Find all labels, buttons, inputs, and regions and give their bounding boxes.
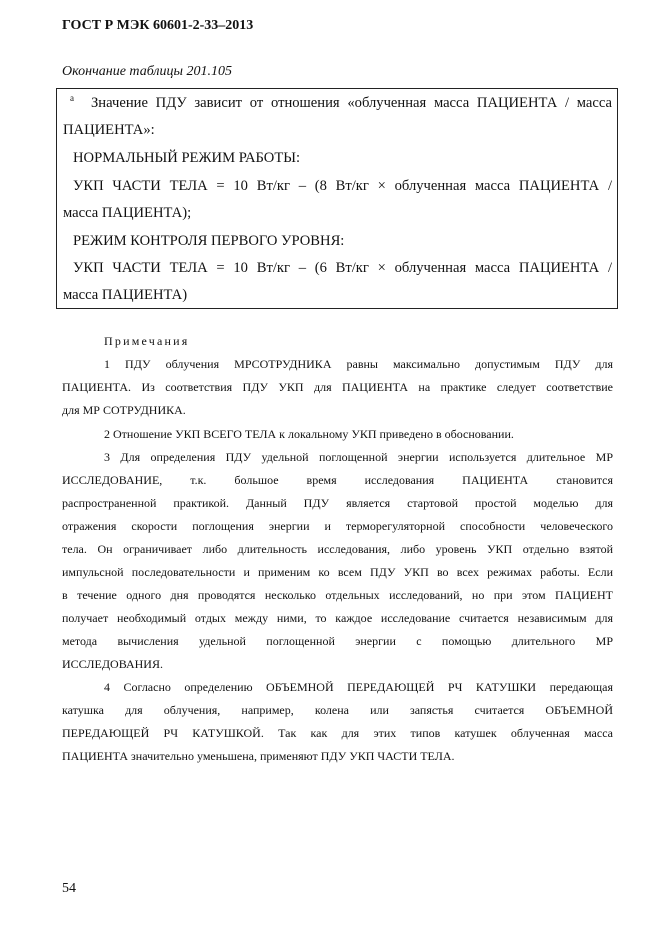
note-line: 4 Согласно определению ОБЪЕМНОЙ ПЕРЕДАЮЩЕЙ РЧ КАТУШКИ передающая [104,680,613,694]
table-line: УКП ЧАСТИ ТЕЛА = 10 Вт/кг – (8 Вт/кг × облученная масса ПАЦИЕНТА / [73,178,612,194]
note-line: для МР СОТРУДНИКА. [62,403,186,417]
page-number: 54 [62,881,76,896]
table-line: РЕЖИМ КОНТРОЛЯ ПЕРВОГО УРОВНЯ: [73,233,345,249]
note-line: отражения скорости поглощения энергии и терморегуляторной способности человеческого [62,519,613,533]
table-line: УКП ЧАСТИ ТЕЛА = 10 Вт/кг – (6 Вт/кг × облученная масса ПАЦИЕНТА / [73,260,612,276]
note-line: импульсной последовательности и применим ко всем ПДУ УКП во всех режимах работы. Если [62,565,613,579]
note-line: 1 ПДУ облучения МРСОТРУДНИКА равны максимально допустимым ПДУ для [104,357,613,371]
note-line: 3 Для определения ПДУ удельной поглощенной энергии используется длительное МР [104,450,613,464]
table-line: масса ПАЦИЕНТА); [63,205,192,221]
note-line: получает необходимый отдых между ними, то каждое исследование считается независимым для [62,611,613,625]
footnote-marker: a [70,93,74,103]
table-line: ПАЦИЕНТА»: [63,122,155,138]
table-line: НОРМАЛЬНЫЙ РЕЖИМ РАБОТЫ: [73,150,301,166]
table-caption: Окончание таблицы 201.105 [62,64,232,79]
note-line: тела. Он ограничивает либо длительность исследования, либо уровень УКП отдельно взятой [62,542,613,556]
note-line: ПЕРЕДАЮЩЕЙ РЧ КАТУШКОЙ. Так как для этих типов катушек облученная масса [62,726,613,740]
note-line: ИССЛЕДОВАНИЕ, т.к. большое время исследования ПАЦИЕНТА становится [62,473,613,487]
note-line: катушка для облучения, например, колена или запястья считается ОБЪЕМНОЙ [62,703,613,717]
table-footnote-box [56,88,618,309]
table-line: Значение ПДУ зависит от отношения «облученная масса ПАЦИЕНТА / масса [91,95,612,111]
note-line: распространенной практикой. Данный ПДУ является стартовой простой моделью для [62,496,613,510]
note-line: 2 Отношение УКП ВСЕГО ТЕЛА к локальному УКП приведено в обосновании. [104,427,514,441]
table-line: масса ПАЦИЕНТА) [63,287,188,303]
note-line: ИССЛЕДОВАНИЯ. [62,657,163,671]
note-line: ПАЦИЕНТА. Из соответствия ПДУ УКП для ПАЦИЕНТА на практике следует соответствие [62,380,613,394]
notes-heading: Примечания [104,334,190,348]
document-header: ГОСТ Р МЭК 60601-2-33–2013 [62,18,254,33]
note-line: метода вычисления удельной поглощенной энергии с помощью длительного МР [62,634,613,648]
note-line: в течение одного дня проводятся несколько отдельных исследований, но при этом ПАЦИЕНТ [62,588,613,602]
note-line: ПАЦИЕНТА значительно уменьшена, применяют ПДУ УКП ЧАСТИ ТЕЛА. [62,749,455,763]
